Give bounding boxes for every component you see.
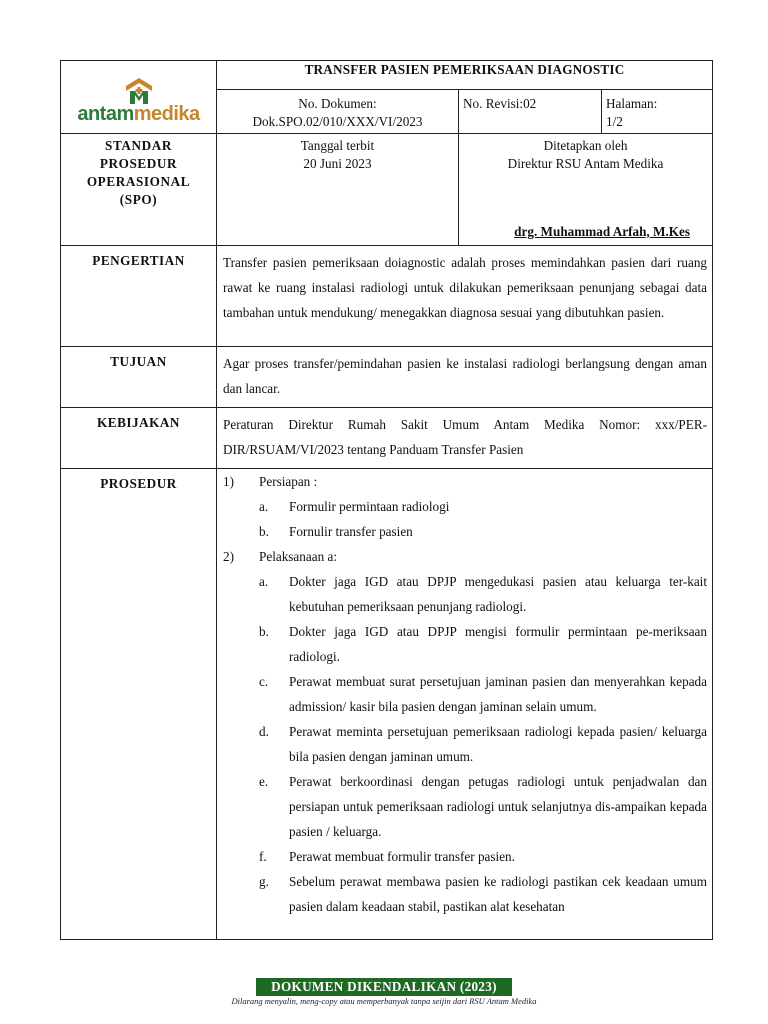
item-letter: g. [259,874,269,889]
procedure-item [223,619,707,669]
revision-cell [459,90,602,134]
spo-label-cell [61,134,217,246]
tujuan-label: TUJUAN [61,347,217,408]
item-text: Perawat meminta persetujuan pemeriksaan radiologi kepada pasien/ keluarga bila pasien dengan jaminan umum. [289,724,708,764]
item-text: Perawat membuat formulir transfer pasien. [289,849,515,864]
approver-title: Direktur RSU Antam Medika [507,156,664,171]
item-letter: a. [259,499,269,514]
prosedur-steps [217,469,713,940]
tujuan-text: Agar proses transfer/pemindahan pasien ke instalasi radiologi berlangsung dengan aman dan lancar. [217,347,713,408]
approved-by-label: Ditetapkan oleh [543,138,628,153]
antam-medika-logo [61,71,216,123]
kebijakan-label: KEBIJAKAN [61,408,217,469]
kebijakan-text: Peraturan Direktur Rumah Sakit Umum Antam Medika Nomor: xxx/PER-DIR/RSUAM/VI/2023 tentang Panduam Transfer Pasien [217,408,713,469]
document-title: TRANSFER PASIEN PEMERIKSAAN DIAGNOSTIC [217,61,713,90]
procedure-item [223,869,707,919]
document-number-value: Dok.SPO.02/010/XXX/VI/2023 [252,114,423,129]
page-label: Halaman: [606,96,658,111]
step-title: Persiapan : [259,474,318,489]
item-letter: b. [259,624,269,639]
prosedur-label: PROSEDUR [61,469,217,940]
approval-cell [459,134,713,246]
controlled-document-banner: DOKUMEN DIKENDALIKAN (2023) [256,978,512,996]
issue-date-label: Tanggal terbit [300,138,375,153]
page-cell [602,90,713,134]
spo-label-line: (SPO) [119,192,158,207]
pengertian-label: PENGERTIAN [61,246,217,347]
spo-label-line: OPERASIONAL [86,174,191,189]
spo-label-line: PROSEDUR [99,156,178,171]
item-letter: a. [259,574,269,589]
item-text: Perawat membuat surat persetujuan jaminan pasien dan menyerahkan kepada admission/ kasir bila pasien dengan jaminan selain umum. [289,674,708,714]
logo-wordmark: antammedika [77,103,200,125]
item-letter: b. [259,524,269,539]
step-number: 2) [223,549,234,564]
item-text: Dokter jaga IGD atau DPJP mengisi formulir permintaan pe-meriksaan radiologi. [289,624,708,664]
item-text: Dokter jaga IGD atau DPJP mengedukasi pasien atau keluarga ter-kait kebutuhan pemeriksaan penunjang radiologi. [289,574,708,614]
signer-name: drg. Muhammad Arfah, M.Kes [514,224,691,239]
item-text: Formulir permintaan radiologi [289,499,450,514]
item-text: Sebelum perawat membawa pasien ke radiologi pastikan cek keadaan umum pasien dalam keadaan stabil, pastikan alat kesehatan [289,874,708,914]
document-number-label: No. Dokumen: [298,96,377,111]
page-number: 1/2 [606,114,623,129]
step-number: 1) [223,474,234,489]
item-letter: f. [259,849,267,864]
issue-date-value: 20 Juni 2023 [303,156,372,171]
logo-cell [61,61,217,134]
item-text: Perawat berkoordinasi dengan petugas radiologi untuk penjadwalan dan persiapan untuk pemeriksaan radiologi untuk selanjutnya dis-ampaikan kepada pasien / keluarga. [289,774,708,839]
revision-number: No. Revisi:02 [463,96,537,111]
procedure-item [223,669,707,719]
copy-restriction-note: Dilarang menyalin, meng-copy atau memperbanyak tanpa seijin dari RSU Antam Medika [231,996,537,1006]
procedure-item [223,569,707,619]
pengertian-text: Transfer pasien pemeriksaan doiagnostic adalah proses memindahkan pasien dari ruang rawat ke ruang instalasi radiologi untuk dilakukan pemeriksaan penunjang sebagai data tambahan untuk mendukung/ menegakkan diagnosa sesuai yang dibutuhkan pasien. [217,246,713,347]
document-number-cell [217,90,459,134]
procedure-step [223,544,707,569]
procedure-item [223,844,707,869]
item-letter: e. [259,774,269,789]
spo-document-table [60,60,713,940]
item-letter: d. [259,724,269,739]
procedure-item [223,769,707,844]
item-letter: c. [259,674,269,689]
procedure-step [223,469,707,494]
spo-label-line: STANDAR [105,138,172,153]
item-text: Fornulir transfer pasien [289,524,413,539]
procedure-item [223,519,707,544]
step-title: Pelaksanaan a: [259,549,337,564]
issue-date-cell [217,134,459,246]
procedure-item [223,494,707,519]
procedure-item [223,719,707,769]
